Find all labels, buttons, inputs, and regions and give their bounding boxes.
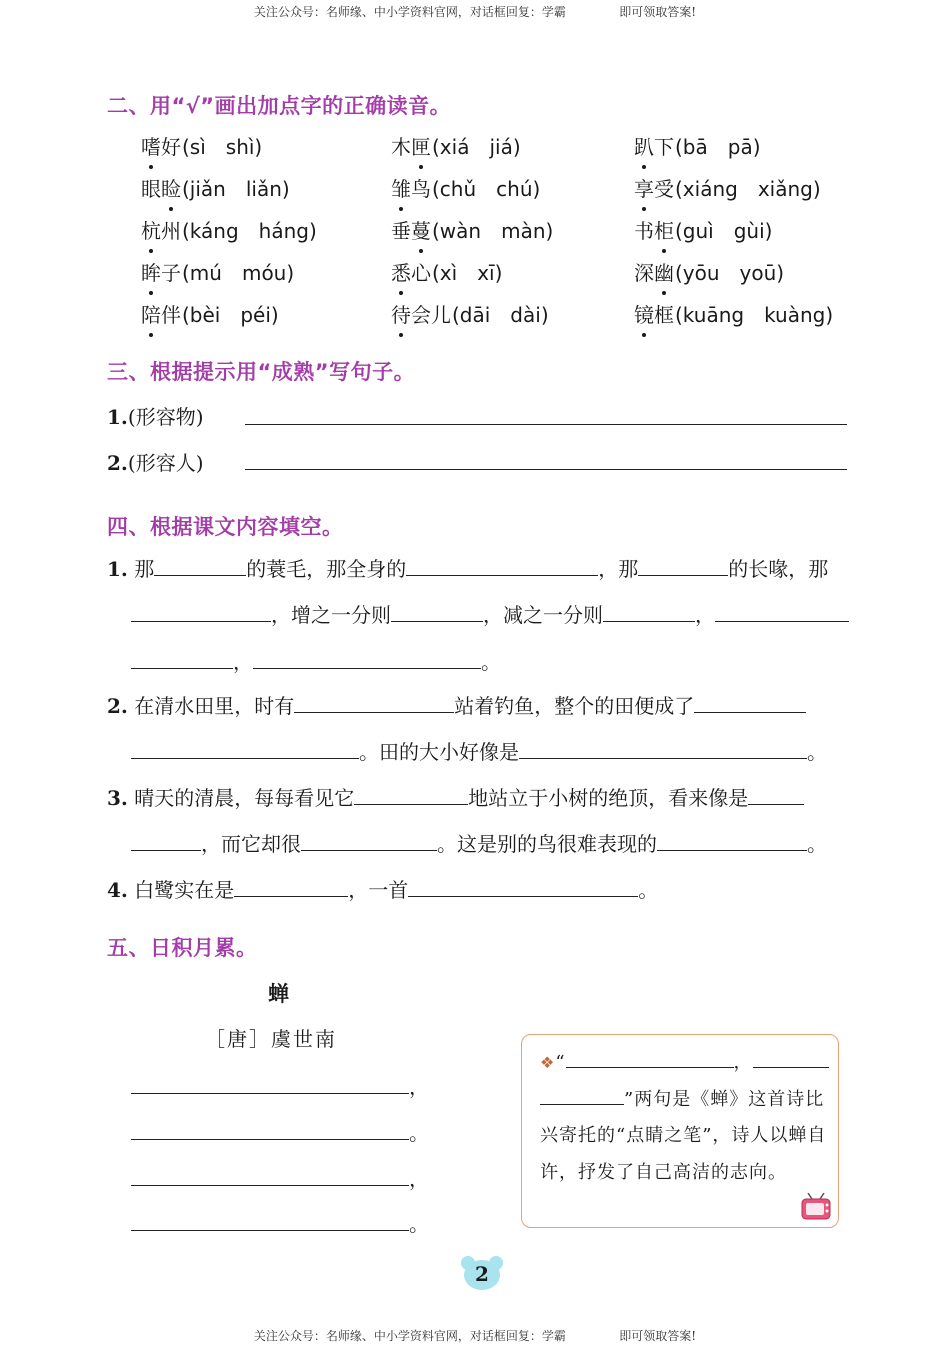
word-suffix: 会儿 — [411, 303, 451, 327]
blank[interactable] — [715, 601, 849, 622]
answer-line-2[interactable] — [245, 469, 847, 470]
word-prefix: 眼 — [141, 177, 161, 201]
q4-line: 4. 白鹭实在是 ，一首 。 — [107, 878, 659, 902]
section5-title: 五、日积月累。 — [107, 936, 258, 960]
pinyin-item[interactable] — [634, 257, 784, 286]
pinyin-options[interactable]: (yōu yoū) — [675, 261, 785, 285]
pinyin-options[interactable]: (xiá jiá) — [432, 135, 521, 159]
dotted-character: 嗜 — [141, 131, 161, 160]
q3-line-2: ，而它却很 。这是别的鸟很难表现的 。 — [131, 830, 859, 858]
blank[interactable] — [131, 830, 201, 851]
word-suffix: 伴 — [161, 303, 181, 327]
pinyin-options[interactable]: (xì xī) — [432, 261, 503, 285]
blank[interactable] — [301, 830, 437, 851]
pinyin-options[interactable]: (káng háng) — [182, 219, 317, 243]
dotted-character: 趴 — [634, 131, 654, 160]
blank[interactable] — [540, 1086, 624, 1105]
pinyin-item[interactable] — [634, 131, 761, 160]
poem-line-3: ， — [131, 1163, 429, 1192]
pinyin-item[interactable] — [634, 299, 833, 328]
blank[interactable] — [406, 555, 598, 576]
sentence-row-2: 2.(形容人) — [107, 451, 204, 475]
blank[interactable] — [408, 876, 638, 897]
dotted-character: 蔓 — [411, 215, 431, 244]
dotted-character: 幽 — [654, 257, 674, 286]
blank[interactable] — [519, 738, 807, 759]
blank[interactable] — [131, 738, 359, 759]
dotted-character: 柜 — [654, 215, 674, 244]
sentence-row-1: 1.(形容物) — [107, 405, 204, 429]
pinyin-options[interactable]: (bèi péi) — [182, 303, 279, 327]
blank[interactable] — [354, 784, 468, 805]
q1-line-2: ，增之一分则 ，减之一分则 ， — [131, 601, 859, 629]
word-prefix: 木 — [391, 135, 411, 159]
section3-title: 三、根据提示用“成熟”写句子。 — [107, 360, 416, 384]
blank[interactable] — [131, 1119, 409, 1140]
word-suffix: 框 — [654, 303, 674, 327]
blank[interactable] — [603, 601, 695, 622]
pinyin-options[interactable]: (kuāng kuàng) — [675, 303, 834, 327]
pinyin-item[interactable] — [141, 173, 290, 202]
dotted-character: 陪 — [141, 299, 161, 328]
pinyin-item[interactable] — [391, 299, 549, 328]
pinyin-item[interactable] — [391, 173, 540, 202]
dotted-character: 杭 — [141, 215, 161, 244]
header-banner: 关注公众号：名师缘、中小学资料官网，对话框回复：学霸 即可领取答案! — [253, 5, 697, 19]
pinyin-options[interactable]: (bā pā) — [675, 135, 761, 159]
blank[interactable] — [131, 1073, 409, 1094]
pinyin-item[interactable] — [141, 299, 279, 328]
blank[interactable] — [154, 555, 246, 576]
q2-line-1: 2. 在清水田里，时有 站着钓鱼，整个的田便成了 — [107, 692, 859, 720]
pinyin-item[interactable] — [141, 257, 294, 286]
dotted-character: 眸 — [141, 257, 161, 286]
dotted-character: 悉 — [391, 257, 411, 286]
pinyin-item[interactable] — [391, 131, 521, 160]
word-suffix: 好 — [161, 135, 181, 159]
page-number: 2 — [475, 1262, 489, 1286]
blank[interactable] — [748, 784, 804, 805]
blank[interactable] — [131, 648, 233, 669]
q1-line-1: 1. 那 的蓑毛，那全身的 ，那 的长喙，那 — [107, 557, 829, 581]
pinyin-options[interactable]: (dāi dài) — [452, 303, 549, 327]
dotted-character: 享 — [634, 173, 654, 202]
tv-mascot-icon — [800, 1193, 834, 1223]
poem-author: ［唐］虞世南 — [205, 1027, 337, 1051]
word-suffix: 鸟 — [411, 177, 431, 201]
blank[interactable] — [638, 555, 728, 576]
pinyin-options[interactable]: (xiáng xiǎng) — [675, 177, 821, 201]
blank[interactable] — [131, 1165, 409, 1186]
pinyin-options[interactable]: (chǔ chú) — [432, 177, 541, 201]
blank[interactable] — [391, 601, 483, 622]
poem-line-4: 。 — [131, 1208, 429, 1237]
q2-line-2: 。田的大小好像是 。 — [131, 738, 859, 766]
blank[interactable] — [253, 648, 481, 669]
blank[interactable] — [753, 1049, 829, 1068]
diamond-bullet-icon: ❖ — [540, 1053, 556, 1072]
pinyin-item[interactable] — [391, 215, 553, 244]
pinyin-options[interactable]: (sì shì) — [182, 135, 263, 159]
word-suffix: 下 — [654, 135, 674, 159]
pinyin-options[interactable]: (wàn màn) — [432, 219, 554, 243]
word-suffix: 心 — [411, 261, 431, 285]
blank[interactable] — [657, 830, 807, 851]
word-suffix: 受 — [654, 177, 674, 201]
word-suffix: 州 — [161, 219, 181, 243]
word-prefix: 深 — [634, 261, 654, 285]
blank[interactable] — [131, 601, 271, 622]
dotted-character: 匣 — [411, 131, 431, 160]
blank[interactable] — [131, 1210, 409, 1231]
page-number-badge — [460, 1255, 504, 1291]
tip-box — [521, 1034, 839, 1228]
pinyin-item[interactable] — [634, 173, 821, 202]
tip-text: ❖“ ， ”两句是《蝉》这首诗比兴寄托的“点睛之笔”，诗人以蝉自许，抒发了自己高洁的志向。 — [540, 1045, 832, 1191]
dotted-character: 镜 — [634, 299, 654, 328]
pinyin-item[interactable] — [634, 215, 772, 244]
dotted-character: 睑 — [161, 173, 181, 202]
poem-line-2: 。 — [131, 1117, 429, 1146]
blank[interactable] — [234, 876, 348, 897]
section2-title: 二、用“√”画出加点字的正确读音。 — [107, 94, 452, 118]
blank[interactable] — [694, 692, 806, 713]
section4-title: 四、根据课文内容填空。 — [107, 515, 344, 539]
dotted-character: 雏 — [391, 173, 411, 202]
word-prefix: 垂 — [391, 219, 411, 243]
pinyin-options[interactable]: (guì gùi) — [675, 219, 773, 243]
q3-line-1: 3. 晴天的清晨，每每看见它 地站立于小树的绝顶，看来像是 — [107, 784, 859, 812]
pinyin-item[interactable] — [391, 257, 502, 286]
pinyin-options[interactable]: (mú móu) — [182, 261, 295, 285]
poem-title: 蝉 — [268, 982, 289, 1006]
dotted-character: 待 — [391, 299, 411, 328]
blank[interactable] — [294, 692, 454, 713]
blank[interactable] — [566, 1049, 734, 1068]
word-prefix: 书 — [634, 219, 654, 243]
q1-line-3: ， 。 — [131, 648, 859, 676]
poem-line-1: ， — [131, 1071, 429, 1100]
footer-banner: 关注公众号：名师缘、中小学资料官网，对话框回复：学霸 即可领取答案! — [253, 1329, 697, 1343]
answer-line-1[interactable] — [245, 424, 847, 425]
pinyin-options[interactable]: (jiǎn liǎn) — [182, 177, 290, 201]
pinyin-item[interactable] — [141, 131, 262, 160]
pinyin-item[interactable] — [141, 215, 317, 244]
word-suffix: 子 — [161, 261, 181, 285]
